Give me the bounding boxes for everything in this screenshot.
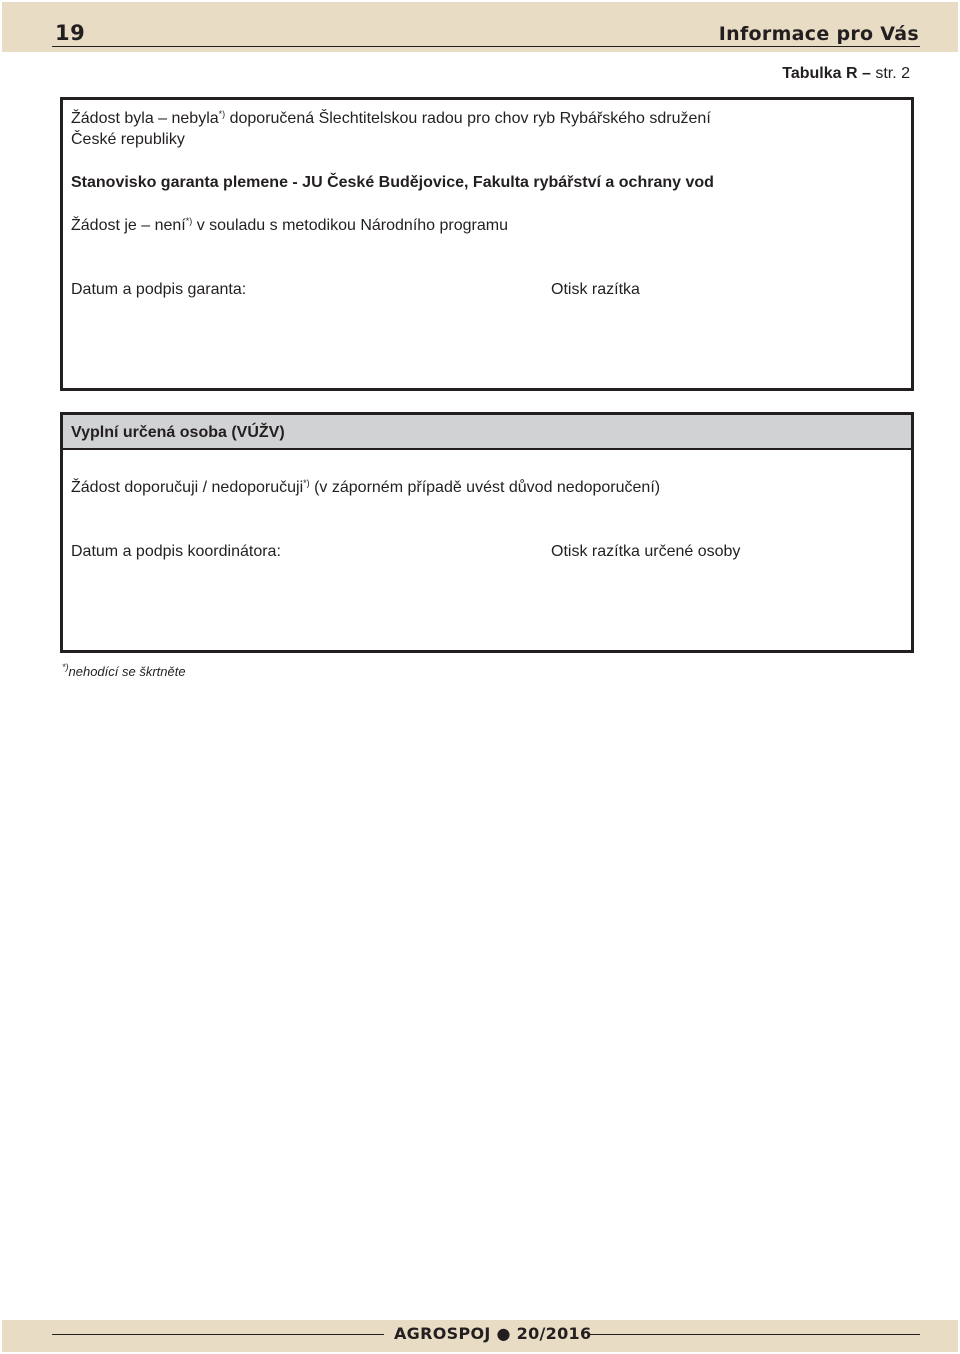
page-number: 19 — [55, 21, 86, 45]
coordinator-date-signature-label: Datum a podpis koordinátora: — [71, 543, 281, 560]
table-page: str. 2 — [875, 65, 910, 82]
recommend-text-end: (v záporném případě uvést důvod nedoporučení) — [309, 479, 661, 496]
publication-footer: AGROSPOJ ● 20/2016 — [394, 1324, 592, 1343]
recommendation-statement-line2: České republiky — [71, 131, 185, 148]
designated-person-section — [60, 412, 914, 653]
footnote — [62, 664, 186, 679]
footnote-mark: *) — [62, 662, 69, 672]
designated-stamp-label: Otisk razítka určené osoby — [551, 543, 741, 560]
footnote-mark: *) — [303, 478, 310, 488]
recommendation-text-end: doporučená Šlechtitelskou radou pro chov ryb Rybářského sdružení — [225, 110, 711, 127]
footnote-mark: *) — [185, 216, 193, 226]
section-header-bar — [63, 415, 911, 450]
compliance-text-start: Žádost je – není — [71, 217, 186, 234]
table-reference — [782, 65, 910, 83]
table-label: Tabulka R – — [782, 65, 871, 82]
designated-person-heading: Vyplní určená osoba (VÚŽV) — [71, 424, 285, 441]
section-title: Informace pro Vás — [718, 23, 919, 45]
guarantor-opinion-heading: Stanovisko garanta plemene - JU České Budějovice, Fakulta rybářství a ochrany vod — [71, 174, 714, 191]
compliance-text-end: v souladu s metodikou Národního programu — [192, 217, 508, 234]
recommend-statement — [71, 477, 660, 498]
footer-divider-left — [52, 1334, 384, 1335]
recommendation-text-start: Žádost byla – nebyla — [71, 110, 219, 127]
guarantor-section — [60, 97, 914, 391]
guarantor-date-signature-label: Datum a podpis garanta: — [71, 281, 247, 298]
footnote-mark: *) — [218, 109, 226, 119]
stamp-label: Otisk razítka — [551, 281, 640, 298]
footer-divider-right — [590, 1334, 920, 1335]
recommendation-statement — [71, 108, 711, 129]
compliance-statement — [71, 215, 508, 236]
recommend-text-start: Žádost doporučuji / nedoporučuji — [71, 479, 304, 496]
footnote-text: nehodící se škrtněte — [68, 664, 186, 679]
header-divider — [52, 46, 920, 47]
